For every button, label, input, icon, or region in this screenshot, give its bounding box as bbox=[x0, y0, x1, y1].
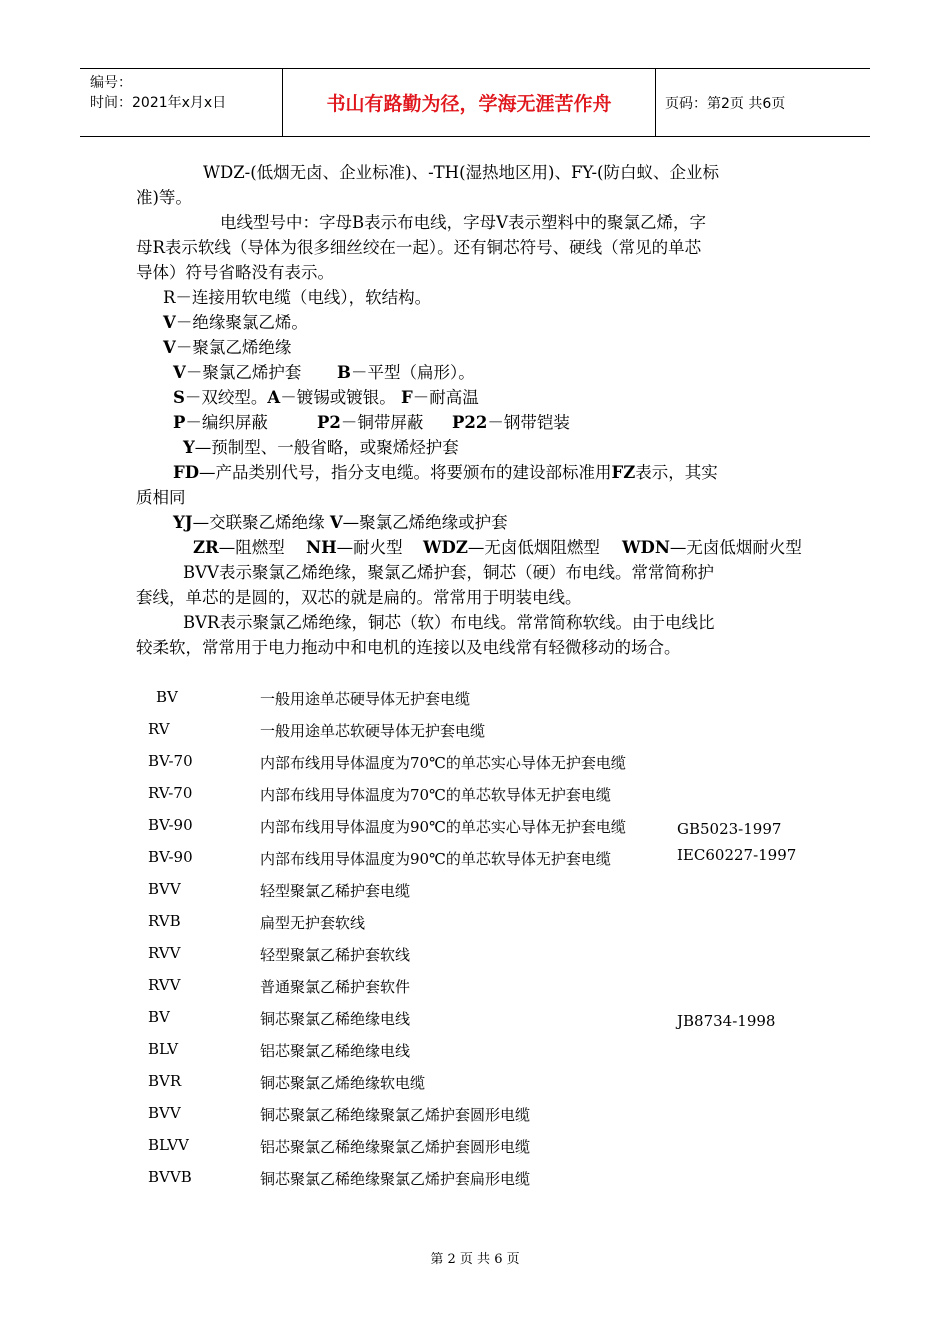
page-footer: 第 2 页 共 6 页 bbox=[430, 1252, 520, 1267]
table-row-code: BV-90 bbox=[148, 816, 193, 834]
paragraph-line: WDZ—无卤低烟阻燃型 bbox=[423, 538, 600, 557]
paragraph-line: FD—产品类别代号，指分支电缆。将要颁布的建设部标准用FZ表示，其实 bbox=[173, 463, 718, 482]
table-row-description: 内部布线用导体温度为70℃的单芯软导体无护套电缆 bbox=[260, 786, 611, 804]
paragraph-line: Y—预制型、一般省略，或聚烯烃护套 bbox=[183, 438, 459, 457]
table-row-description: 一般用途单芯硬导体无护套电缆 bbox=[260, 690, 471, 708]
paragraph-line: 套线，单芯的是圆的，双芯的就是扁的。常常用于明装电线。 bbox=[136, 588, 582, 607]
table-row-code: BLV bbox=[148, 1040, 179, 1058]
table-row-description: 铝芯聚氯乙稀绝缘电线 bbox=[260, 1042, 411, 1060]
table-row-description: 铝芯聚氯乙稀绝缘聚氯乙烯护套圆形电缆 bbox=[260, 1138, 531, 1156]
table-row-code: BV bbox=[156, 688, 178, 706]
paragraph-line: S－双绞型。A－镀锡或镀银。 F－耐高温 bbox=[173, 388, 479, 407]
paragraph-line: 母R表示软线（导体为很多细丝绞在一起）。还有铜芯符号、硬线（常见的单芯 bbox=[136, 238, 702, 257]
document-time-label: 时间：2021年x月x日 bbox=[90, 95, 227, 111]
table-row-description: 铜芯聚氯乙稀绝缘聚氯乙烯护套圆形电缆 bbox=[260, 1106, 531, 1124]
table-row-code: BVVB bbox=[148, 1168, 192, 1186]
paragraph-line: 较柔软，常常用于电力拖动中和电机的连接以及电线常有轻微移动的场合。 bbox=[136, 638, 681, 657]
table-row-description: 内部布线用导体温度为90℃的单芯软导体无护套电缆 bbox=[260, 850, 611, 868]
header-motto: 书山有路勤为径，学海无涯苦作舟 bbox=[326, 93, 612, 115]
paragraph-line: 导体）符号省略没有表示。 bbox=[136, 263, 334, 282]
paragraph-line: V－聚氯乙烯护套 bbox=[173, 363, 302, 382]
table-row-code: BVV bbox=[148, 880, 181, 898]
table-row-description: 铜芯聚氯乙烯绝缘软电缆 bbox=[260, 1074, 426, 1092]
paragraph-line: 准)等。 bbox=[136, 188, 192, 207]
table-row-code: RVB bbox=[148, 912, 181, 930]
standard-label: IEC60227-1997 bbox=[677, 846, 797, 864]
paragraph-line: BVR表示聚氯乙烯绝缘，铜芯（软）布电线。常常简称软线。由于电线比 bbox=[183, 613, 715, 632]
standard-label: GB5023-1997 bbox=[677, 820, 782, 838]
paragraph-line: B－平型（扁形）。 bbox=[337, 363, 475, 382]
paragraph-line: V－聚氯乙烯绝缘 bbox=[163, 338, 292, 357]
paragraph-line: WDZ-(低烟无卤、企业标准)、-TH(湿热地区用)、FY-(防白蚁、企业标 bbox=[203, 163, 719, 182]
table-row-code: BV-70 bbox=[148, 752, 193, 770]
table-row-description: 铜芯聚氯乙稀绝缘聚氯乙烯护套扁形电缆 bbox=[260, 1170, 531, 1188]
table-row-description: 内部布线用导体温度为70℃的单芯实心导体无护套电缆 bbox=[260, 754, 626, 772]
table-row-code: BV-90 bbox=[148, 848, 193, 866]
table-row-code: RV-70 bbox=[148, 784, 193, 802]
table-row-description: 扁型无护套软线 bbox=[260, 914, 366, 932]
paragraph-line: WDN—无卤低烟耐火型 bbox=[622, 538, 802, 557]
paragraph-line: NH—耐火型 bbox=[306, 538, 403, 557]
paragraph-line: 电线型号中：字母B表示布电线，字母V表示塑料中的聚氯乙烯，字 bbox=[220, 213, 707, 232]
table-row-description: 普通聚氯乙稀护套软件 bbox=[260, 978, 411, 996]
table-row-code: RVV bbox=[148, 976, 181, 994]
table-row-description: 轻型聚氯乙稀护套电缆 bbox=[260, 882, 411, 900]
table-row-code: RVV bbox=[148, 944, 181, 962]
table-row-code: RV bbox=[148, 720, 170, 738]
standard-label: JB8734-1998 bbox=[677, 1012, 776, 1030]
paragraph-line: V－绝缘聚氯乙烯。 bbox=[163, 313, 308, 332]
header-meta bbox=[90, 73, 226, 113]
table-row-description: 铜芯聚氯乙稀绝缘电线 bbox=[260, 1010, 411, 1028]
paragraph-line: YJ—交联聚乙烯绝缘 V—聚氯乙烯绝缘或护套 bbox=[173, 513, 508, 532]
paragraph-line: BVV表示聚氯乙烯绝缘，聚氯乙烯护套，铜芯（硬）布电线。常常简称护 bbox=[183, 563, 714, 582]
table-row-code: BV bbox=[148, 1008, 170, 1026]
table-row-description: 轻型聚氯乙稀护套软线 bbox=[260, 946, 411, 964]
table-row-code: BVR bbox=[148, 1072, 182, 1090]
document-number-label: 编号： bbox=[90, 75, 132, 91]
paragraph-line: P22－钢带铠装 bbox=[452, 413, 570, 432]
table-row-description: 一般用途单芯软硬导体无护套电缆 bbox=[260, 722, 486, 740]
paragraph-line: ZR—阻燃型 bbox=[193, 538, 285, 557]
paragraph-line: P－编织屏蔽 bbox=[173, 413, 268, 432]
table-row-code: BLVV bbox=[148, 1136, 189, 1154]
header-page-number: 页码：第2页 共6页 bbox=[665, 96, 786, 112]
paragraph-line: P2－铜带屏蔽 bbox=[317, 413, 424, 432]
table-row-code: BVV bbox=[148, 1104, 181, 1122]
table-row-description: 内部布线用导体温度为90℃的单芯实心导体无护套电缆 bbox=[260, 818, 626, 836]
paragraph-line: R－连接用软电缆（电线），软结构。 bbox=[163, 288, 432, 307]
paragraph-line: 质相同 bbox=[136, 488, 186, 507]
header-divider bbox=[655, 69, 656, 136]
page-header bbox=[80, 68, 870, 137]
